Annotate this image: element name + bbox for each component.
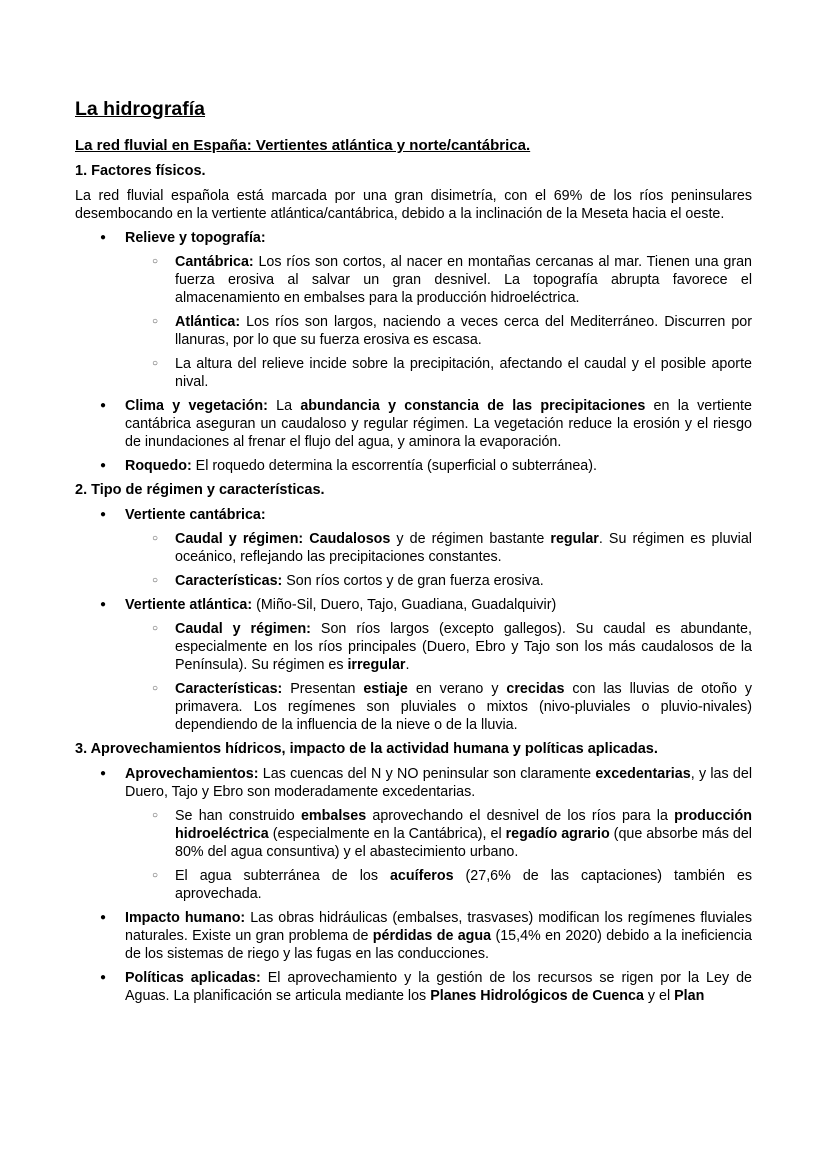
- text: Presentan: [282, 681, 364, 697]
- subsection-heading: [75, 740, 752, 759]
- text: Son ríos largos (excepto gallegos). Su caudal es abundante, especialmente en los ríos principales (Duero, Ebro y Tajo son los más caudalosos de la Península). Su régimen es: [175, 621, 752, 673]
- bold-text: Características:: [175, 681, 283, 697]
- text: (que absorbe más del 80% del agua consuntiva) y el abastecimiento urbano.: [175, 826, 752, 860]
- text: y de régimen bastante: [390, 531, 551, 547]
- text: .: [405, 657, 410, 673]
- text: 2. Tipo de régimen y características.: [75, 482, 325, 498]
- text: El aprovechamiento y la gestión de los recursos se rigen por la Ley de Aguas. La planificación se articula mediante los: [125, 970, 752, 1004]
- bold-text: estiaje: [363, 681, 408, 697]
- bullet-item: [125, 397, 752, 451]
- text: El agua subterránea de los: [175, 868, 390, 884]
- text: (27,6% de las captaciones) también es aprovechada.: [175, 868, 753, 902]
- text: La red fluvial española está marcada por una gran disimetría, con el 69% de los ríos peninsulares desembocando en la vertiente atlántica/cantábrica, debido a la inclinación de la Meseta hacia el oeste.: [75, 188, 752, 222]
- sub-bullet-item: [175, 355, 752, 391]
- text: Son ríos cortos y de gran fuerza erosiva.: [282, 573, 544, 589]
- paragraph: [75, 187, 752, 223]
- bold-text: Impacto humano:: [125, 910, 246, 926]
- text: Los ríos son largos, naciendo a veces cerca del Mediterráneo. Discurren por llanuras, por lo que su fuerza erosiva es escasa.: [175, 314, 752, 348]
- text: Los ríos son cortos, al nacer en montañas cercanas al mar. Tienen una gran fuerza erosiva al salvar un gran desnivel. La topografía abrupta favorece el almacenamiento en embalses para la producción hidroeléctrica.: [175, 254, 752, 306]
- sub-bullet-item: [175, 867, 752, 903]
- text: en la vertiente cantábrica aseguran un caudaloso y regular régimen. La vegetación reduce la erosión y el riesgo de inundaciones al frenar el flujo del agua, y aminora la evaporación.: [125, 398, 752, 450]
- text: El roquedo determina la escorrentía (superficial o subterránea).: [191, 458, 597, 474]
- bold-text: excedentarias: [595, 766, 691, 782]
- bold-text: regular: [550, 531, 599, 547]
- bold-text: Relieve y topografía:: [125, 230, 266, 246]
- text: Las cuencas del N y NO peninsular son claramente: [258, 766, 596, 782]
- text: 1. Factores físicos.: [75, 163, 206, 179]
- bullet-item: [125, 596, 752, 614]
- bullet-item: [125, 229, 752, 247]
- bullet-item: [125, 765, 752, 801]
- text: , y las del Duero, Tajo y Ebro son moderadamente excedentarias.: [125, 766, 752, 800]
- sub-bullet-item: [175, 572, 752, 590]
- bold-text: regadío agrario: [505, 826, 610, 842]
- bold-text: abundancia y constancia de las precipitaciones: [300, 398, 646, 414]
- bold-text: producción hidroeléctrica: [175, 808, 752, 842]
- bold-text: Roquedo:: [125, 458, 192, 474]
- bold-text: Vertiente atlántica:: [125, 597, 253, 613]
- subsection-heading: [75, 481, 752, 500]
- bold-text: Aprovechamientos:: [125, 766, 259, 782]
- text: (especialmente en la Cantábrica), el: [268, 826, 506, 842]
- sub-bullet-item: [175, 807, 752, 861]
- sub-bullet-item: [175, 530, 752, 566]
- bold-text: Planes Hidrológicos de Cuenca: [430, 988, 644, 1004]
- text: Las obras hidráulicas (embalses, trasvases) modifican los regímenes fluviales naturales. Existe un gran problema de: [125, 910, 752, 944]
- text: (15,4% en 2020) debido a la ineficiencia de los sistemas de riego y las fugas en las conducciones.: [125, 928, 752, 962]
- bold-text: Características:: [175, 573, 283, 589]
- text: en verano y: [407, 681, 507, 697]
- bold-text: embalses: [300, 808, 367, 824]
- text: La hidrografía: [75, 98, 206, 120]
- document-page: [75, 96, 752, 1011]
- bold-text: Cantábrica:: [175, 254, 254, 270]
- bold-text: Clima y vegetación:: [125, 398, 268, 414]
- sub-bullet-item: [175, 620, 752, 674]
- text: La red fluvial en España: Vertientes atlántica y norte/cantábrica.: [75, 137, 531, 154]
- bold-text: acuíferos: [389, 868, 454, 884]
- text: . Su régimen es pluvial oceánico, reflejando las precipitaciones constantes.: [175, 531, 752, 565]
- bold-text: Vertiente cantábrica:: [125, 507, 266, 523]
- bullet-item: [125, 969, 752, 1005]
- text: La: [267, 398, 301, 414]
- text: y el: [643, 988, 675, 1004]
- bullet-item: [125, 506, 752, 524]
- sub-bullet-item: [175, 313, 752, 349]
- text: La altura del relieve incide sobre la precipitación, afectando el caudal y el posible aporte nival.: [175, 356, 752, 390]
- bold-text: Plan: [674, 988, 705, 1004]
- bold-text: pérdidas de agua: [372, 928, 492, 944]
- text: (Miño-Sil, Duero, Tajo, Guadiana, Guadalquivir): [252, 597, 557, 613]
- bold-text: Políticas aplicadas:: [125, 970, 261, 986]
- sub-bullet-item: [175, 253, 752, 307]
- bold-text: irregular: [347, 657, 406, 673]
- text: con las lluvias de otoño y primavera. Los regímenes son pluviales o mixtos (nivo-pluviales o pluvio-nivales) dependiendo de la influencia de la nieve o de la lluvia.: [175, 681, 752, 733]
- text: Se han construido: [175, 808, 301, 824]
- bold-text: Atlántica:: [175, 314, 241, 330]
- bold-text: crecidas: [506, 681, 565, 697]
- bullet-item: [125, 457, 752, 475]
- document-title: [75, 96, 752, 122]
- bullet-item: [125, 909, 752, 963]
- sub-bullet-item: [175, 680, 752, 734]
- bold-text: Caudal y régimen:: [175, 621, 311, 637]
- bold-text: Caudal y régimen: Caudalosos: [175, 531, 391, 547]
- subsection-heading: [75, 162, 752, 181]
- text: 3. Aprovechamientos hídricos, impacto de la actividad humana y políticas aplicadas.: [75, 741, 658, 757]
- text: aprovechando el desnivel de los ríos para la: [366, 808, 675, 824]
- section-heading: [75, 136, 752, 156]
